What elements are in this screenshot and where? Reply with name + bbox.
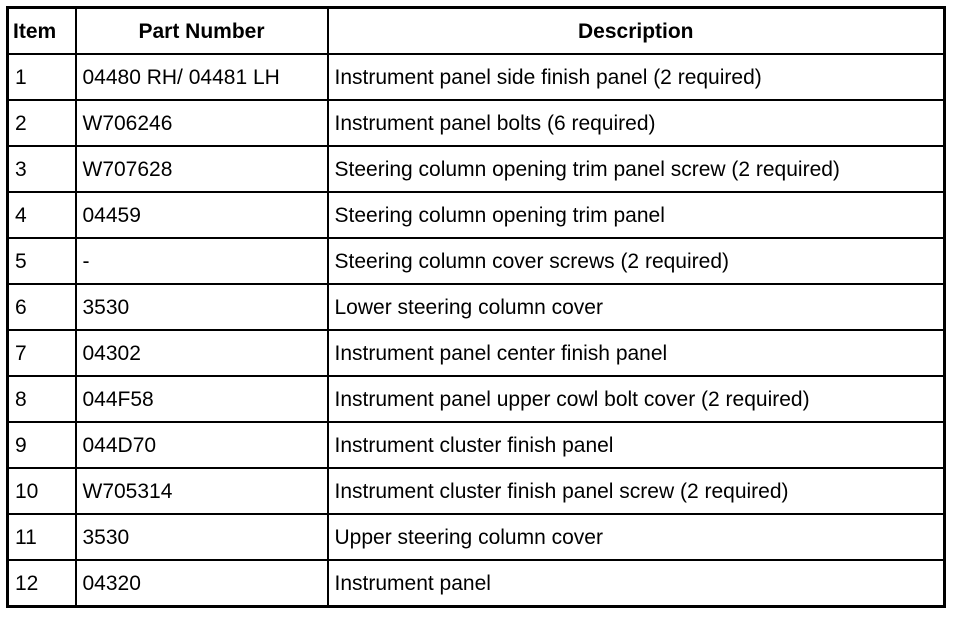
cell-description: Instrument cluster finish panel <box>328 422 945 468</box>
table-row <box>8 100 945 146</box>
cell-description: Instrument panel <box>328 560 945 607</box>
cell-item: 6 <box>8 284 76 330</box>
cell-description: Instrument panel center finish panel <box>328 330 945 376</box>
cell-item: 11 <box>8 514 76 560</box>
table-row <box>8 238 945 284</box>
cell-item: 1 <box>8 54 76 100</box>
cell-item: 3 <box>8 146 76 192</box>
cell-item: 9 <box>8 422 76 468</box>
cell-part-number: 044D70 <box>76 422 328 468</box>
table-header-row <box>8 8 945 55</box>
cell-description: Steering column opening trim panel <box>328 192 945 238</box>
header-item: Item <box>8 8 76 55</box>
cell-description: Instrument panel upper cowl bolt cover (2 required) <box>328 376 945 422</box>
cell-part-number: W705314 <box>76 468 328 514</box>
table-row <box>8 422 945 468</box>
cell-description: Upper steering column cover <box>328 514 945 560</box>
cell-description: Instrument panel side finish panel (2 required) <box>328 54 945 100</box>
cell-description: Lower steering column cover <box>328 284 945 330</box>
cell-part-number: W706246 <box>76 100 328 146</box>
cell-part-number: 04320 <box>76 560 328 607</box>
table-row <box>8 192 945 238</box>
table-row <box>8 560 945 607</box>
table-row <box>8 146 945 192</box>
table-row <box>8 514 945 560</box>
cell-item: 5 <box>8 238 76 284</box>
table-row <box>8 376 945 422</box>
parts-table <box>6 6 946 608</box>
cell-part-number: W707628 <box>76 146 328 192</box>
table-row <box>8 468 945 514</box>
cell-part-number: 044F58 <box>76 376 328 422</box>
cell-item: 10 <box>8 468 76 514</box>
cell-item: 4 <box>8 192 76 238</box>
table-row <box>8 284 945 330</box>
cell-part-number: - <box>76 238 328 284</box>
header-description: Description <box>328 8 945 55</box>
cell-part-number: 3530 <box>76 514 328 560</box>
cell-part-number: 04302 <box>76 330 328 376</box>
cell-description: Steering column opening trim panel screw (2 required) <box>328 146 945 192</box>
table-row <box>8 330 945 376</box>
cell-item: 12 <box>8 560 76 607</box>
cell-part-number: 3530 <box>76 284 328 330</box>
cell-part-number: 04459 <box>76 192 328 238</box>
cell-item: 8 <box>8 376 76 422</box>
cell-item: 7 <box>8 330 76 376</box>
cell-description: Steering column cover screws (2 required) <box>328 238 945 284</box>
cell-item: 2 <box>8 100 76 146</box>
header-part-number: Part Number <box>76 8 328 55</box>
table-row <box>8 54 945 100</box>
cell-description: Instrument cluster finish panel screw (2 required) <box>328 468 945 514</box>
cell-description: Instrument panel bolts (6 required) <box>328 100 945 146</box>
cell-part-number: 04480 RH/ 04481 LH <box>76 54 328 100</box>
